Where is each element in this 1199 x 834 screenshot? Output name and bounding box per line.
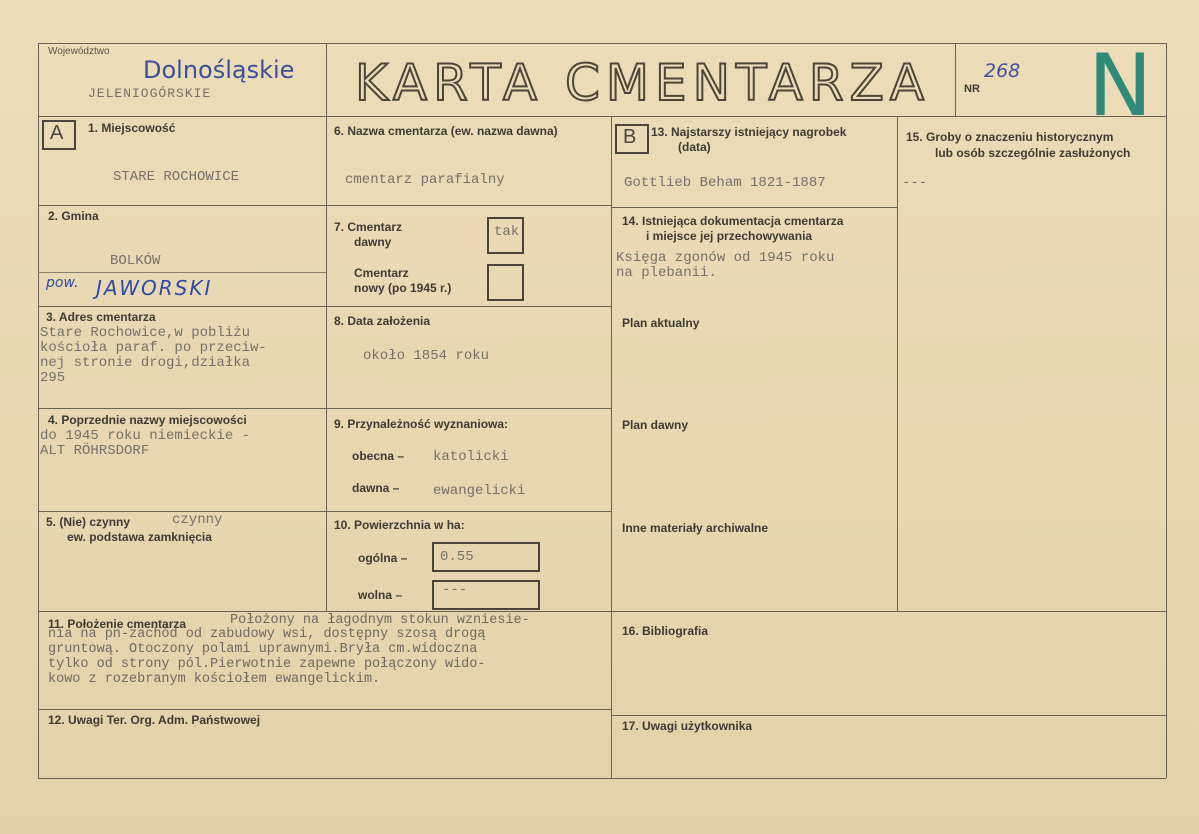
section-b-letter: B bbox=[623, 126, 637, 148]
historic-graves-value: --- bbox=[902, 175, 928, 191]
oldest-tombstone-label: 13. Najstarszy istniejący nagrobek bbox=[651, 125, 847, 139]
free-area-value: --- bbox=[442, 582, 468, 598]
closure-reason-label: ew. podstawa zamknięcia bbox=[67, 530, 212, 544]
previous-names-line: do 1945 roku niemieckie - bbox=[40, 428, 251, 444]
voivodeship-stamp: Dolnośląskie bbox=[143, 56, 295, 84]
locality-value: STARE ROCHOWICE bbox=[113, 169, 240, 185]
old-plan-label: Plan dawny bbox=[622, 418, 689, 432]
location-line: tylko od strony pól.Pierwotnie zapewne połączony wido- bbox=[48, 657, 486, 672]
page-title: KARTA CMENTARZA bbox=[355, 54, 931, 112]
old-cemetery-value: tak bbox=[494, 224, 520, 240]
historic-graves-label: 15. Groby o znaczeniu historycznym bbox=[906, 130, 1114, 144]
location-line: Położony na łagodnym stokun wzniesie- bbox=[230, 613, 530, 628]
commune-value: BOLKÓW bbox=[110, 253, 161, 269]
current-denomination-value: katolicki bbox=[433, 449, 509, 465]
address-label: 3. Adres cmentarza bbox=[46, 310, 156, 324]
other-archives-label: Inne materiały archiwalne bbox=[622, 521, 769, 535]
free-area-label: wolna – bbox=[358, 588, 403, 602]
oldest-tombstone-label-2: (data) bbox=[678, 140, 711, 154]
cemetery-name-value: cmentarz parafialny bbox=[345, 172, 505, 188]
documentation-label: 14. Istniejąca dokumentacja cmentarza bbox=[622, 214, 844, 228]
location-line: nia na pn-zachód od zabudowy wsi, dostępny szosą drogą bbox=[48, 627, 486, 642]
current-plan-label: Plan aktualny bbox=[622, 316, 700, 330]
active-label: 5. (Nie) czynny bbox=[46, 515, 131, 529]
previous-names-line: ALT RÖHRSDORF bbox=[40, 443, 150, 459]
current-denomination-label: obecna – bbox=[352, 449, 405, 463]
old-cemetery-label-2: dawny bbox=[354, 235, 392, 249]
location-line: gruntową. Otoczony polami uprawnymi.Bryła cm.widoczna bbox=[48, 642, 478, 657]
former-denomination-value: ewangelicki bbox=[433, 483, 526, 499]
former-denomination-label: dawna – bbox=[352, 481, 400, 495]
total-area-label: ogólna – bbox=[358, 551, 408, 565]
voivodeship-label: Województwo bbox=[48, 46, 110, 57]
active-value: czynny bbox=[172, 512, 223, 528]
locality-label: 1. Miejscowość bbox=[88, 121, 176, 135]
oldest-tombstone-value: Gottlieb Beham 1821-1887 bbox=[624, 175, 826, 191]
area-label: 10. Powierzchnia w ha: bbox=[334, 518, 465, 532]
historic-graves-label-2: lub osób szczególnie zasłużonych bbox=[935, 146, 1131, 160]
county-label: pow. bbox=[46, 275, 79, 291]
nr-value: 268 bbox=[984, 60, 1021, 82]
commune-label: 2. Gmina bbox=[48, 209, 99, 223]
admin-remarks-label: 12. Uwagi Ter. Org. Adm. Państwowej bbox=[48, 713, 261, 727]
category-mark: N bbox=[1088, 36, 1153, 136]
documentation-label-2: i miejsce jej przechowywania bbox=[646, 229, 813, 243]
county-value: JAWORSKI bbox=[96, 276, 213, 300]
user-remarks-label: 17. Uwagi użytkownika bbox=[622, 719, 753, 733]
new-cemetery-label-2: nowy (po 1945 r.) bbox=[354, 281, 452, 295]
bibliography-label: 16. Bibliografia bbox=[622, 624, 709, 638]
total-area-value: 0.55 bbox=[440, 549, 474, 565]
address-line: 295 bbox=[40, 370, 66, 386]
documentation-line: Księga zgonów od 1945 roku bbox=[616, 250, 835, 266]
voivodeship-typed: JELENIOGÓRSKIE bbox=[88, 86, 212, 101]
address-line: nej stronie drogi,działka bbox=[40, 355, 251, 371]
location-line: kowo z rozebranym kościołem ewangelickim. bbox=[48, 672, 381, 687]
section-a-letter: A bbox=[50, 122, 64, 144]
address-line: kościoła paraf. po przeciw- bbox=[40, 340, 267, 356]
cemetery-name-label: 6. Nazwa cmentarza (ew. nazwa dawna) bbox=[334, 124, 558, 138]
founding-date-label: 8. Data założenia bbox=[334, 314, 431, 328]
location-label: 11. Położenie cmentarza bbox=[48, 617, 187, 631]
new-cemetery-checkbox[interactable] bbox=[487, 264, 524, 301]
documentation-line: na plebanii. bbox=[616, 265, 717, 281]
address-line: Stare Rochowice,w pobliżu bbox=[40, 325, 251, 341]
previous-names-label: 4. Poprzednie nazwy miejscowości bbox=[48, 413, 247, 427]
denomination-label: 9. Przynależność wyznaniowa: bbox=[334, 417, 509, 431]
old-cemetery-label: 7. Cmentarz bbox=[334, 220, 403, 234]
nr-label: NR bbox=[964, 83, 980, 95]
new-cemetery-label: Cmentarz bbox=[354, 266, 409, 280]
founding-date-value: około 1854 roku bbox=[363, 348, 490, 364]
